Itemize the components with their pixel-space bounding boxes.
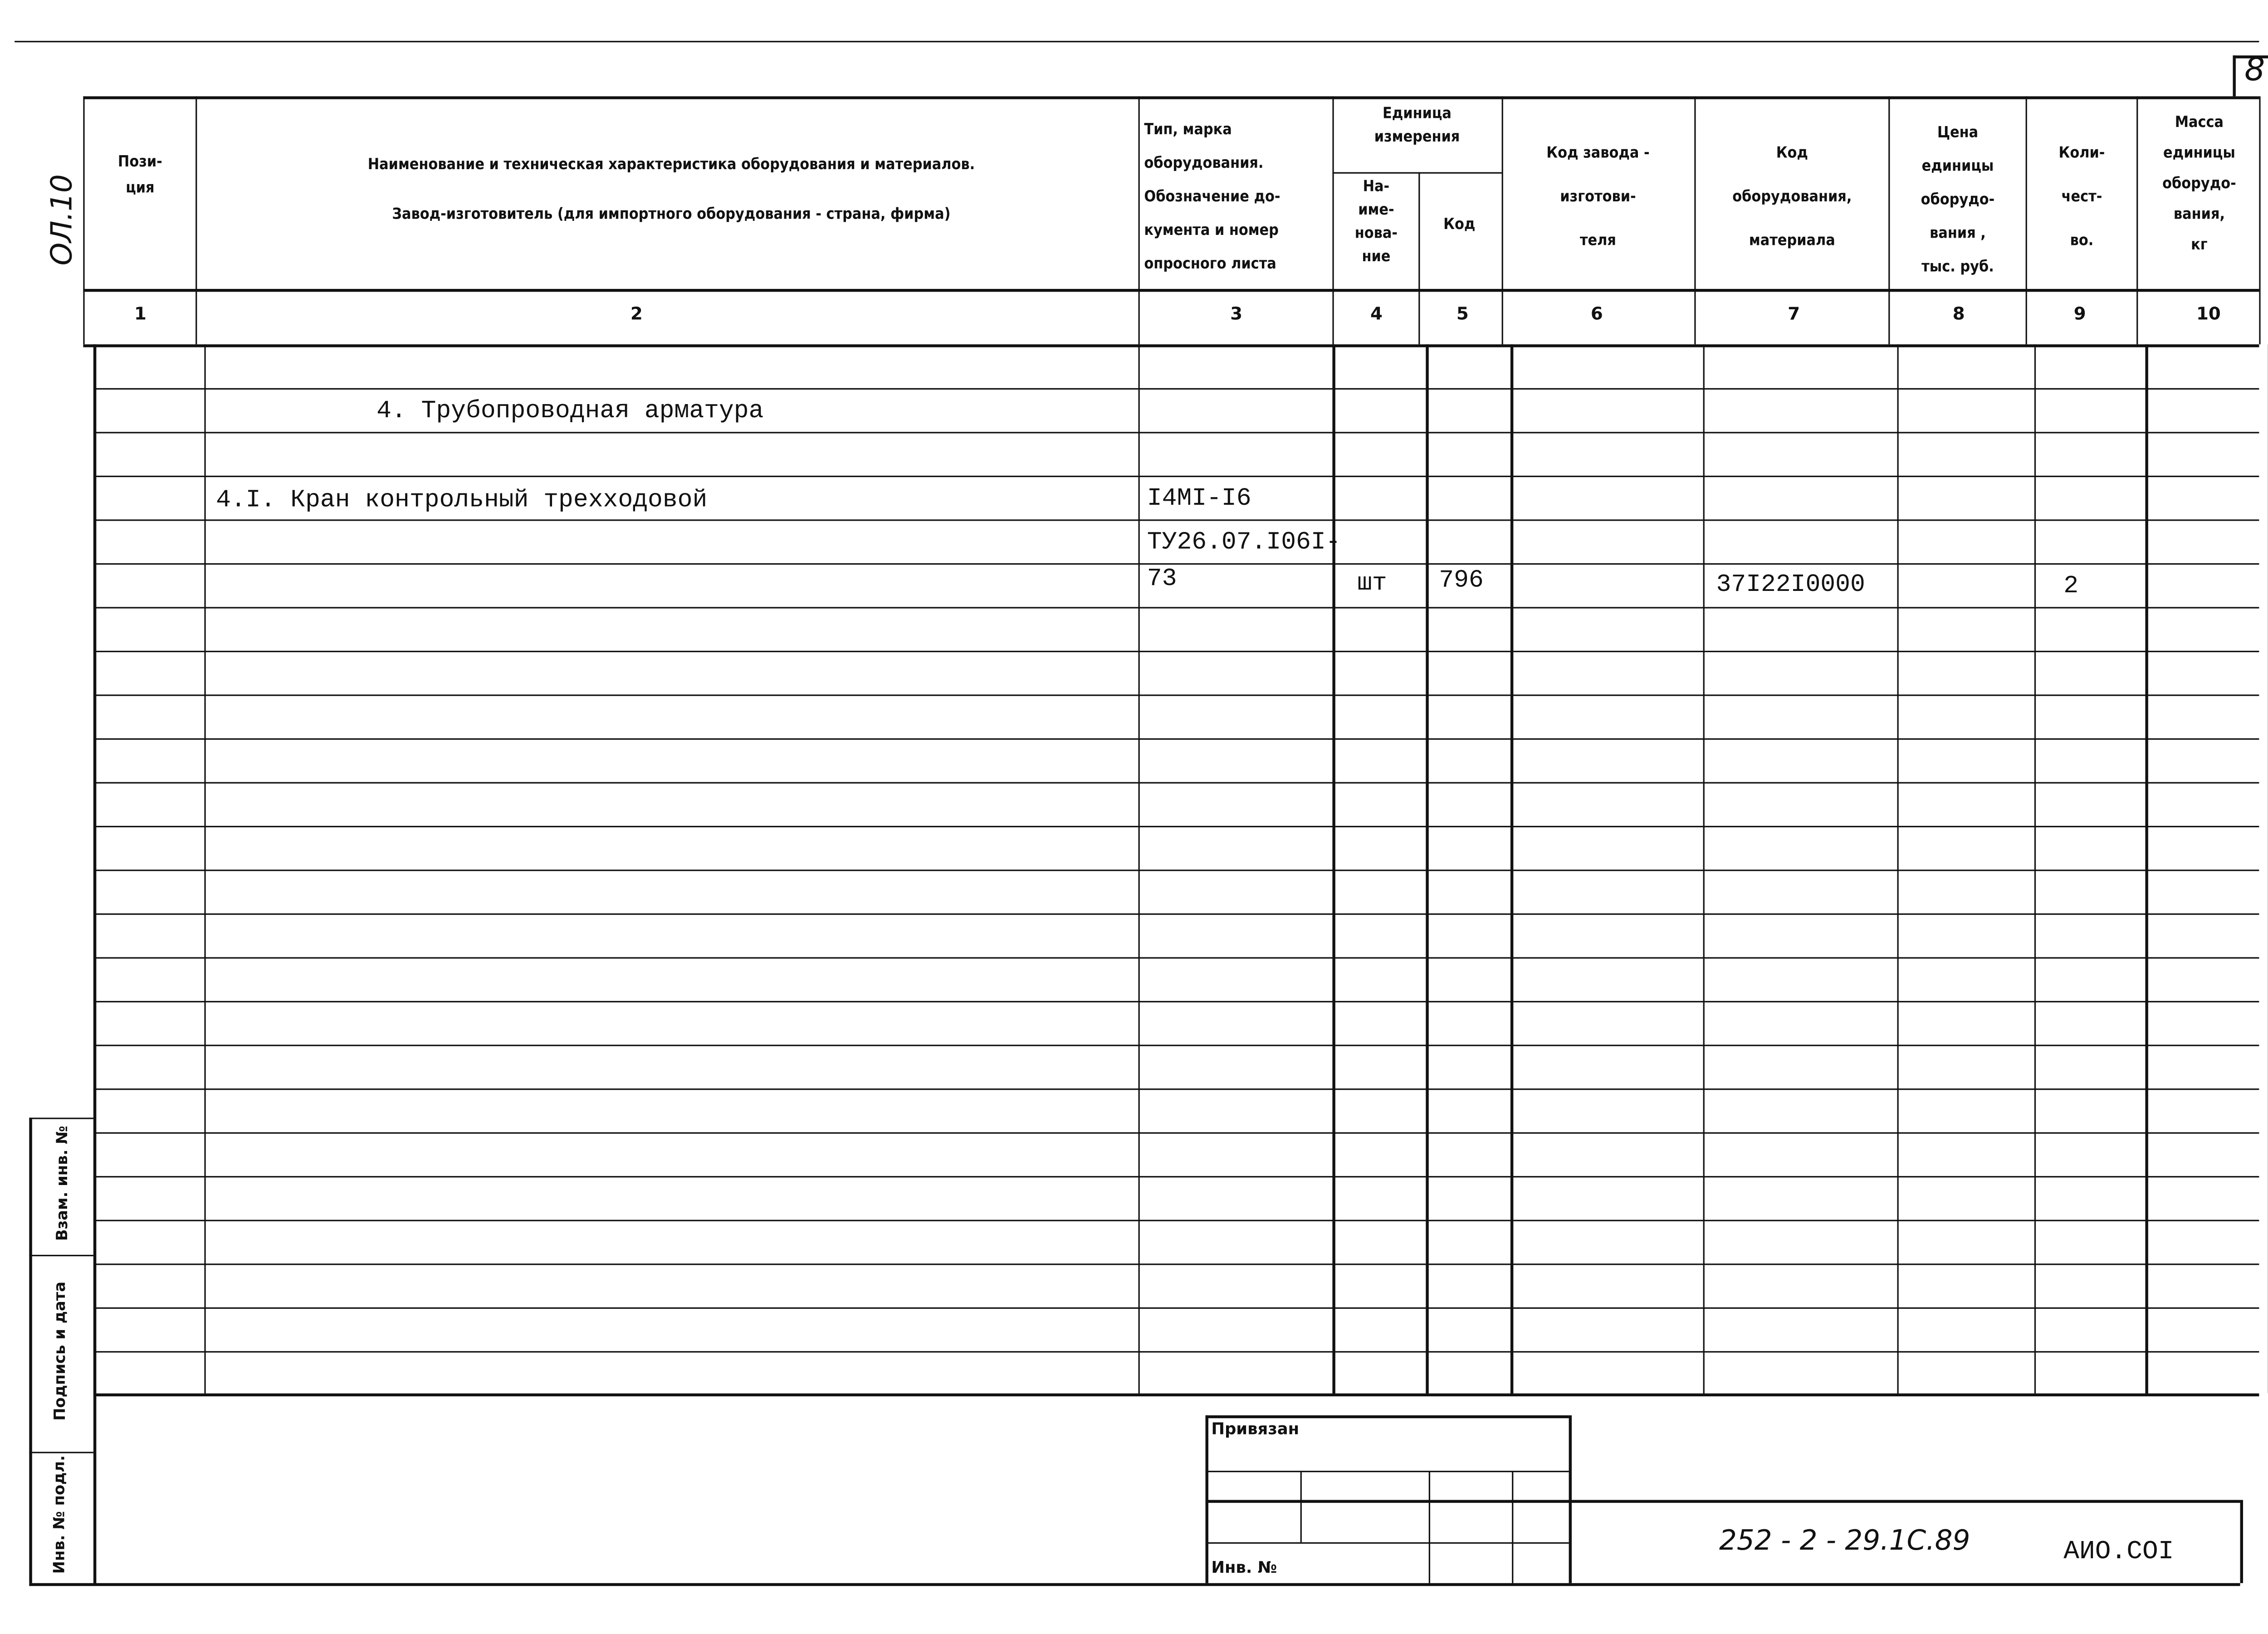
item-name: 4.I. Кран контрольный трехходовой (216, 487, 708, 515)
header-col3: Тип, марка оборудования. Обозначение до- кумента и номер опросного листа (1144, 121, 1281, 273)
row-line (93, 1220, 2259, 1222)
quantity: 2 (2063, 573, 2079, 601)
sheet-bottom-border (29, 1583, 2240, 1586)
row-line (93, 651, 2259, 653)
header-col2: Наименование и техническая характеристика оборудования и материалов. Завод-изготовитель (для импортного оборудования - страна, фирма) (367, 156, 975, 224)
row-line (93, 913, 2259, 915)
column-number: 2 (630, 303, 643, 324)
column-number: 4 (1370, 303, 1383, 324)
title-block-line (1205, 1415, 1569, 1419)
header-col4: На- име- нова- ние (1354, 178, 1398, 266)
header-column-line (83, 96, 85, 344)
top-border (15, 41, 2259, 43)
sheet-code: АИО.СОI (2063, 1538, 2174, 1567)
numbers-row-border (83, 344, 2259, 347)
table-top-border (83, 96, 2259, 99)
row-line (93, 1307, 2259, 1309)
header-col5: Код (1443, 216, 1476, 234)
title-block-line (1300, 1471, 1302, 1542)
item-type-line: 73 (1147, 566, 1177, 594)
page-number: 8 (2244, 52, 2265, 89)
column-line (1138, 344, 1140, 1393)
header-column-line (1138, 96, 1140, 344)
column-number: 6 (1590, 303, 1603, 324)
title-block-line (1429, 1471, 1431, 1583)
row-line (93, 1001, 2259, 1003)
title-block-line (1205, 1542, 1569, 1544)
header-col6: Код завода - изготови- теля (1546, 144, 1650, 250)
row-line (93, 694, 2259, 696)
column-line (1510, 344, 1514, 1393)
row-line (93, 388, 2259, 390)
column-number: 9 (2073, 303, 2086, 324)
header-col1: Пози- ция (117, 153, 162, 197)
title-block-line (1205, 1415, 1208, 1583)
title-block-line (2240, 1500, 2244, 1583)
title-block-line (1205, 1500, 2240, 1503)
header-col7: Код оборудования, материала (1732, 144, 1852, 250)
column-number: 3 (1230, 303, 1243, 324)
original-inv-label: Инв. № подл. (51, 1455, 69, 1574)
header-bottom-border (83, 289, 2259, 292)
row-line (93, 782, 2259, 784)
page-number-box (2233, 55, 2236, 96)
row-line (93, 476, 2259, 478)
row-line (93, 519, 2259, 521)
header-column-line (196, 96, 197, 344)
column-line (2145, 344, 2148, 1393)
side-mark: ОЛ.10 (44, 174, 79, 266)
header-col10: Масса единицы оборудо- вания, кг (2162, 113, 2236, 254)
title-block-line (1205, 1471, 1569, 1473)
bound-label: Привязан (1211, 1419, 1300, 1439)
row-line (93, 1088, 2259, 1090)
section-title: 4. Трубопроводная арматура (376, 398, 764, 426)
equipment-code: 37I22I0000 (1716, 572, 1865, 600)
table-bottom-border (93, 1394, 2259, 1397)
column-number: 7 (1788, 303, 1800, 324)
row-line (93, 738, 2259, 740)
column-line (204, 344, 206, 1393)
side-stamp-border (93, 344, 97, 1585)
item-type-line: I4MI-I6 (1147, 486, 1251, 514)
column-line (1426, 344, 1429, 1393)
row-line (93, 607, 2259, 609)
row-line (93, 563, 2259, 565)
row-line (93, 1263, 2259, 1265)
inv-label: Инв. № (1211, 1558, 1277, 1577)
title-block-line (1569, 1415, 1572, 1583)
row-line (93, 1176, 2259, 1178)
column-number: 5 (1456, 303, 1469, 324)
row-line (93, 870, 2259, 872)
column-number: 10 (2196, 303, 2221, 324)
side-stamp-border (29, 1117, 32, 1583)
header-sub-line (1332, 172, 1501, 174)
signature-date-label: Подпись и дата (52, 1281, 69, 1421)
column-line (1332, 344, 1335, 1393)
title-block-line (1512, 1471, 1514, 1583)
row-line (93, 826, 2259, 828)
header-col9: Коли- чест- во. (2058, 144, 2105, 250)
replaced-inv-label: Взам. инв. № (54, 1126, 72, 1241)
row-line (93, 1045, 2259, 1047)
header-column-line (1418, 172, 1420, 345)
column-number: 1 (134, 303, 147, 324)
row-line (93, 957, 2259, 959)
column-number: 8 (1952, 303, 1965, 324)
header-unit-group: Единица измерения (1374, 105, 1460, 146)
header-col8: Цена единицы оборудо- вания , тыс. руб. (1921, 124, 1995, 276)
unit-code: 796 (1439, 567, 1484, 595)
row-line (93, 1351, 2259, 1353)
row-line (93, 432, 2259, 434)
item-type-line: ТУ26.07.I06I- (1147, 529, 1341, 558)
document-code: 252 - 2 - 29.1С.89 (1719, 1525, 1970, 1557)
row-line (93, 1132, 2259, 1134)
column-line (2034, 344, 2036, 1393)
column-line (1897, 344, 1899, 1393)
unit-name: шт (1357, 570, 1387, 599)
column-line (1703, 344, 1705, 1393)
